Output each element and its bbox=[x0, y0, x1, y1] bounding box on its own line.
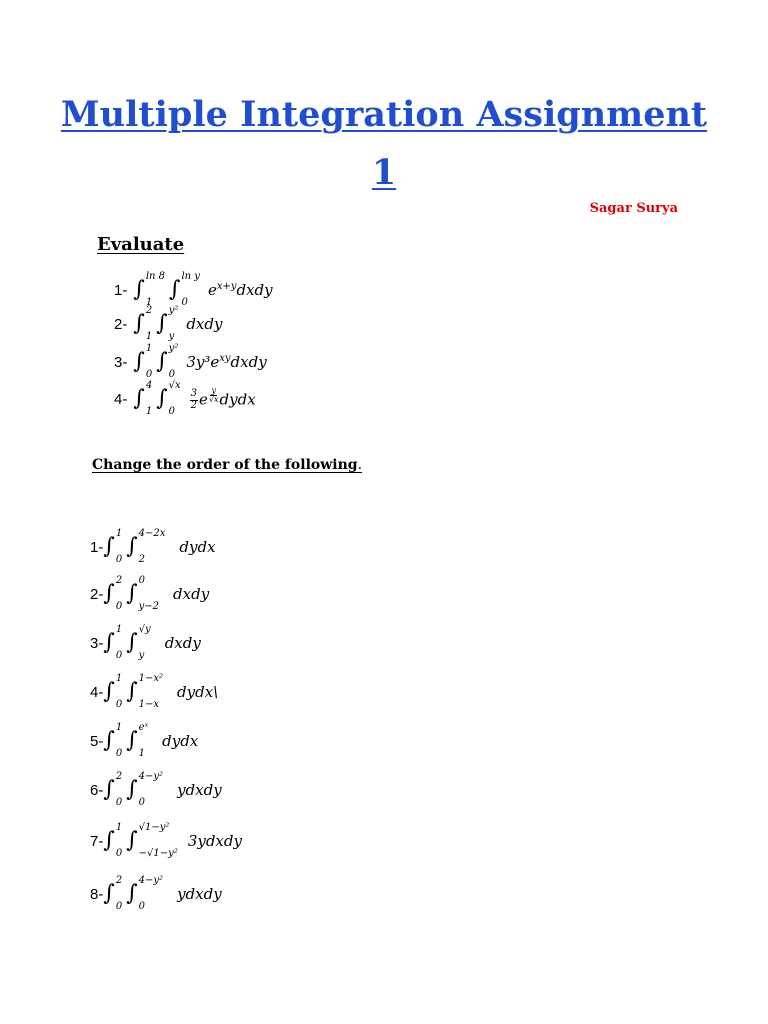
lower-limit: 0 bbox=[181, 297, 188, 308]
item-number: 4- bbox=[114, 390, 128, 408]
integrand: dxdy bbox=[173, 585, 210, 603]
upper-limit: 4 bbox=[145, 380, 153, 391]
integral: ∫ 1 0 bbox=[103, 822, 123, 859]
integral: ∫ 1−x² 1−x bbox=[126, 673, 164, 710]
evaluate-item-1 bbox=[114, 271, 273, 308]
evaluate-item-4 bbox=[114, 380, 256, 417]
author-name: Sagar Surya bbox=[589, 201, 678, 216]
integrand: 3ydxdy bbox=[187, 832, 242, 850]
integral: ∫ y² 0 bbox=[156, 343, 179, 380]
integral: ∫ 2 0 bbox=[103, 875, 123, 912]
integral: ∫ ln 8 1 bbox=[133, 271, 165, 308]
evaluate-heading: Evaluate bbox=[97, 234, 185, 255]
item-number: 1- bbox=[114, 281, 128, 299]
lower-limit: 1 bbox=[145, 297, 153, 308]
title-line-2: 1 bbox=[371, 152, 397, 193]
integral: ∫ √1−y² −√1−y² bbox=[126, 822, 178, 859]
integrand: $3y^3e^{xy}dxdy$ bbox=[186, 353, 267, 371]
item-number: 8- bbox=[90, 885, 104, 903]
integrand: $\frac{3}{2}$ e $^{\frac{y}{√x}}$ dydx bbox=[190, 385, 256, 411]
lower-limit: 1 bbox=[145, 331, 153, 342]
integrand: dydx bbox=[179, 538, 216, 556]
change-order-item-1 bbox=[90, 528, 216, 565]
change-order-item-5 bbox=[90, 722, 199, 759]
integrand: dxdy bbox=[186, 315, 223, 333]
integral: ∫ 4−2x 2 bbox=[126, 528, 166, 565]
item-number: 6- bbox=[90, 781, 104, 799]
upper-limit: 2 bbox=[145, 305, 153, 316]
upper-limit: y² bbox=[168, 305, 179, 316]
change-order-item-2 bbox=[90, 575, 210, 612]
integrand: ydxdy bbox=[177, 781, 222, 799]
evaluate-item-3 bbox=[114, 343, 267, 380]
lower-limit: 0 bbox=[168, 369, 176, 380]
integral: ∫ 4 1 bbox=[133, 380, 153, 417]
integral: ∫ √x 0 bbox=[156, 380, 181, 417]
item-number: 2- bbox=[90, 585, 104, 603]
item-number: 7- bbox=[90, 832, 104, 850]
integrand: ydxdy bbox=[177, 885, 222, 903]
integral: ∫ 1 0 bbox=[103, 673, 123, 710]
integrand: dydx\ bbox=[177, 683, 219, 701]
title-line-1: Multiple Integration Assignment bbox=[60, 94, 708, 135]
integral: ∫ eˣ 1 bbox=[126, 722, 149, 759]
integral: ∫ 2 1 bbox=[133, 305, 153, 342]
fraction: $\frac{3}{2}$ bbox=[190, 388, 198, 411]
integrand: dydx bbox=[162, 732, 199, 750]
upper-limit: √x bbox=[168, 380, 181, 391]
item-number: 5- bbox=[90, 732, 104, 750]
change-order-item-8 bbox=[90, 875, 222, 912]
item-number: 1- bbox=[90, 538, 104, 556]
lower-limit: 0 bbox=[168, 406, 176, 417]
change-order-item-6 bbox=[90, 771, 222, 808]
evaluate-item-2 bbox=[114, 305, 223, 342]
item-number: 3- bbox=[90, 634, 104, 652]
upper-limit: ln y bbox=[181, 271, 200, 282]
change-order-item-7 bbox=[90, 822, 242, 859]
integral: ∫ 1 0 bbox=[133, 343, 153, 380]
lower-limit: y bbox=[168, 331, 175, 342]
integral: ∫ 4−y² 0 bbox=[126, 875, 164, 912]
integral: ∫ 0 y−2 bbox=[126, 575, 160, 612]
integral: ∫ y² y bbox=[156, 305, 179, 342]
integral: ∫ 2 0 bbox=[103, 771, 123, 808]
integral: ∫ 1 0 bbox=[103, 722, 123, 759]
change-order-heading: Change the order of the following. bbox=[92, 457, 363, 473]
integrand: $e^{x+y}dxdy$ bbox=[207, 281, 273, 299]
exponent-fraction: y √x bbox=[208, 385, 219, 405]
lower-limit: 1 bbox=[145, 406, 153, 417]
upper-limit: y² bbox=[168, 343, 179, 354]
upper-limit: ln 8 bbox=[145, 271, 165, 282]
integral: ∫ 1 0 bbox=[103, 528, 123, 565]
change-order-item-4 bbox=[90, 673, 219, 710]
item-number: 3- bbox=[114, 353, 128, 371]
change-order-item-3 bbox=[90, 624, 201, 661]
integral: ∫ 1 0 bbox=[103, 624, 123, 661]
integral: ∫ 2 0 bbox=[103, 575, 123, 612]
upper-limit: 1 bbox=[145, 343, 153, 354]
item-number: 4- bbox=[90, 683, 104, 701]
integral: ∫ ln y 0 bbox=[169, 271, 200, 308]
integrand: dxdy bbox=[164, 634, 201, 652]
integral: ∫ √y y bbox=[126, 624, 151, 661]
item-number: 2- bbox=[114, 315, 128, 333]
integral: ∫ 4−y² 0 bbox=[126, 771, 164, 808]
lower-limit: 0 bbox=[145, 369, 153, 380]
